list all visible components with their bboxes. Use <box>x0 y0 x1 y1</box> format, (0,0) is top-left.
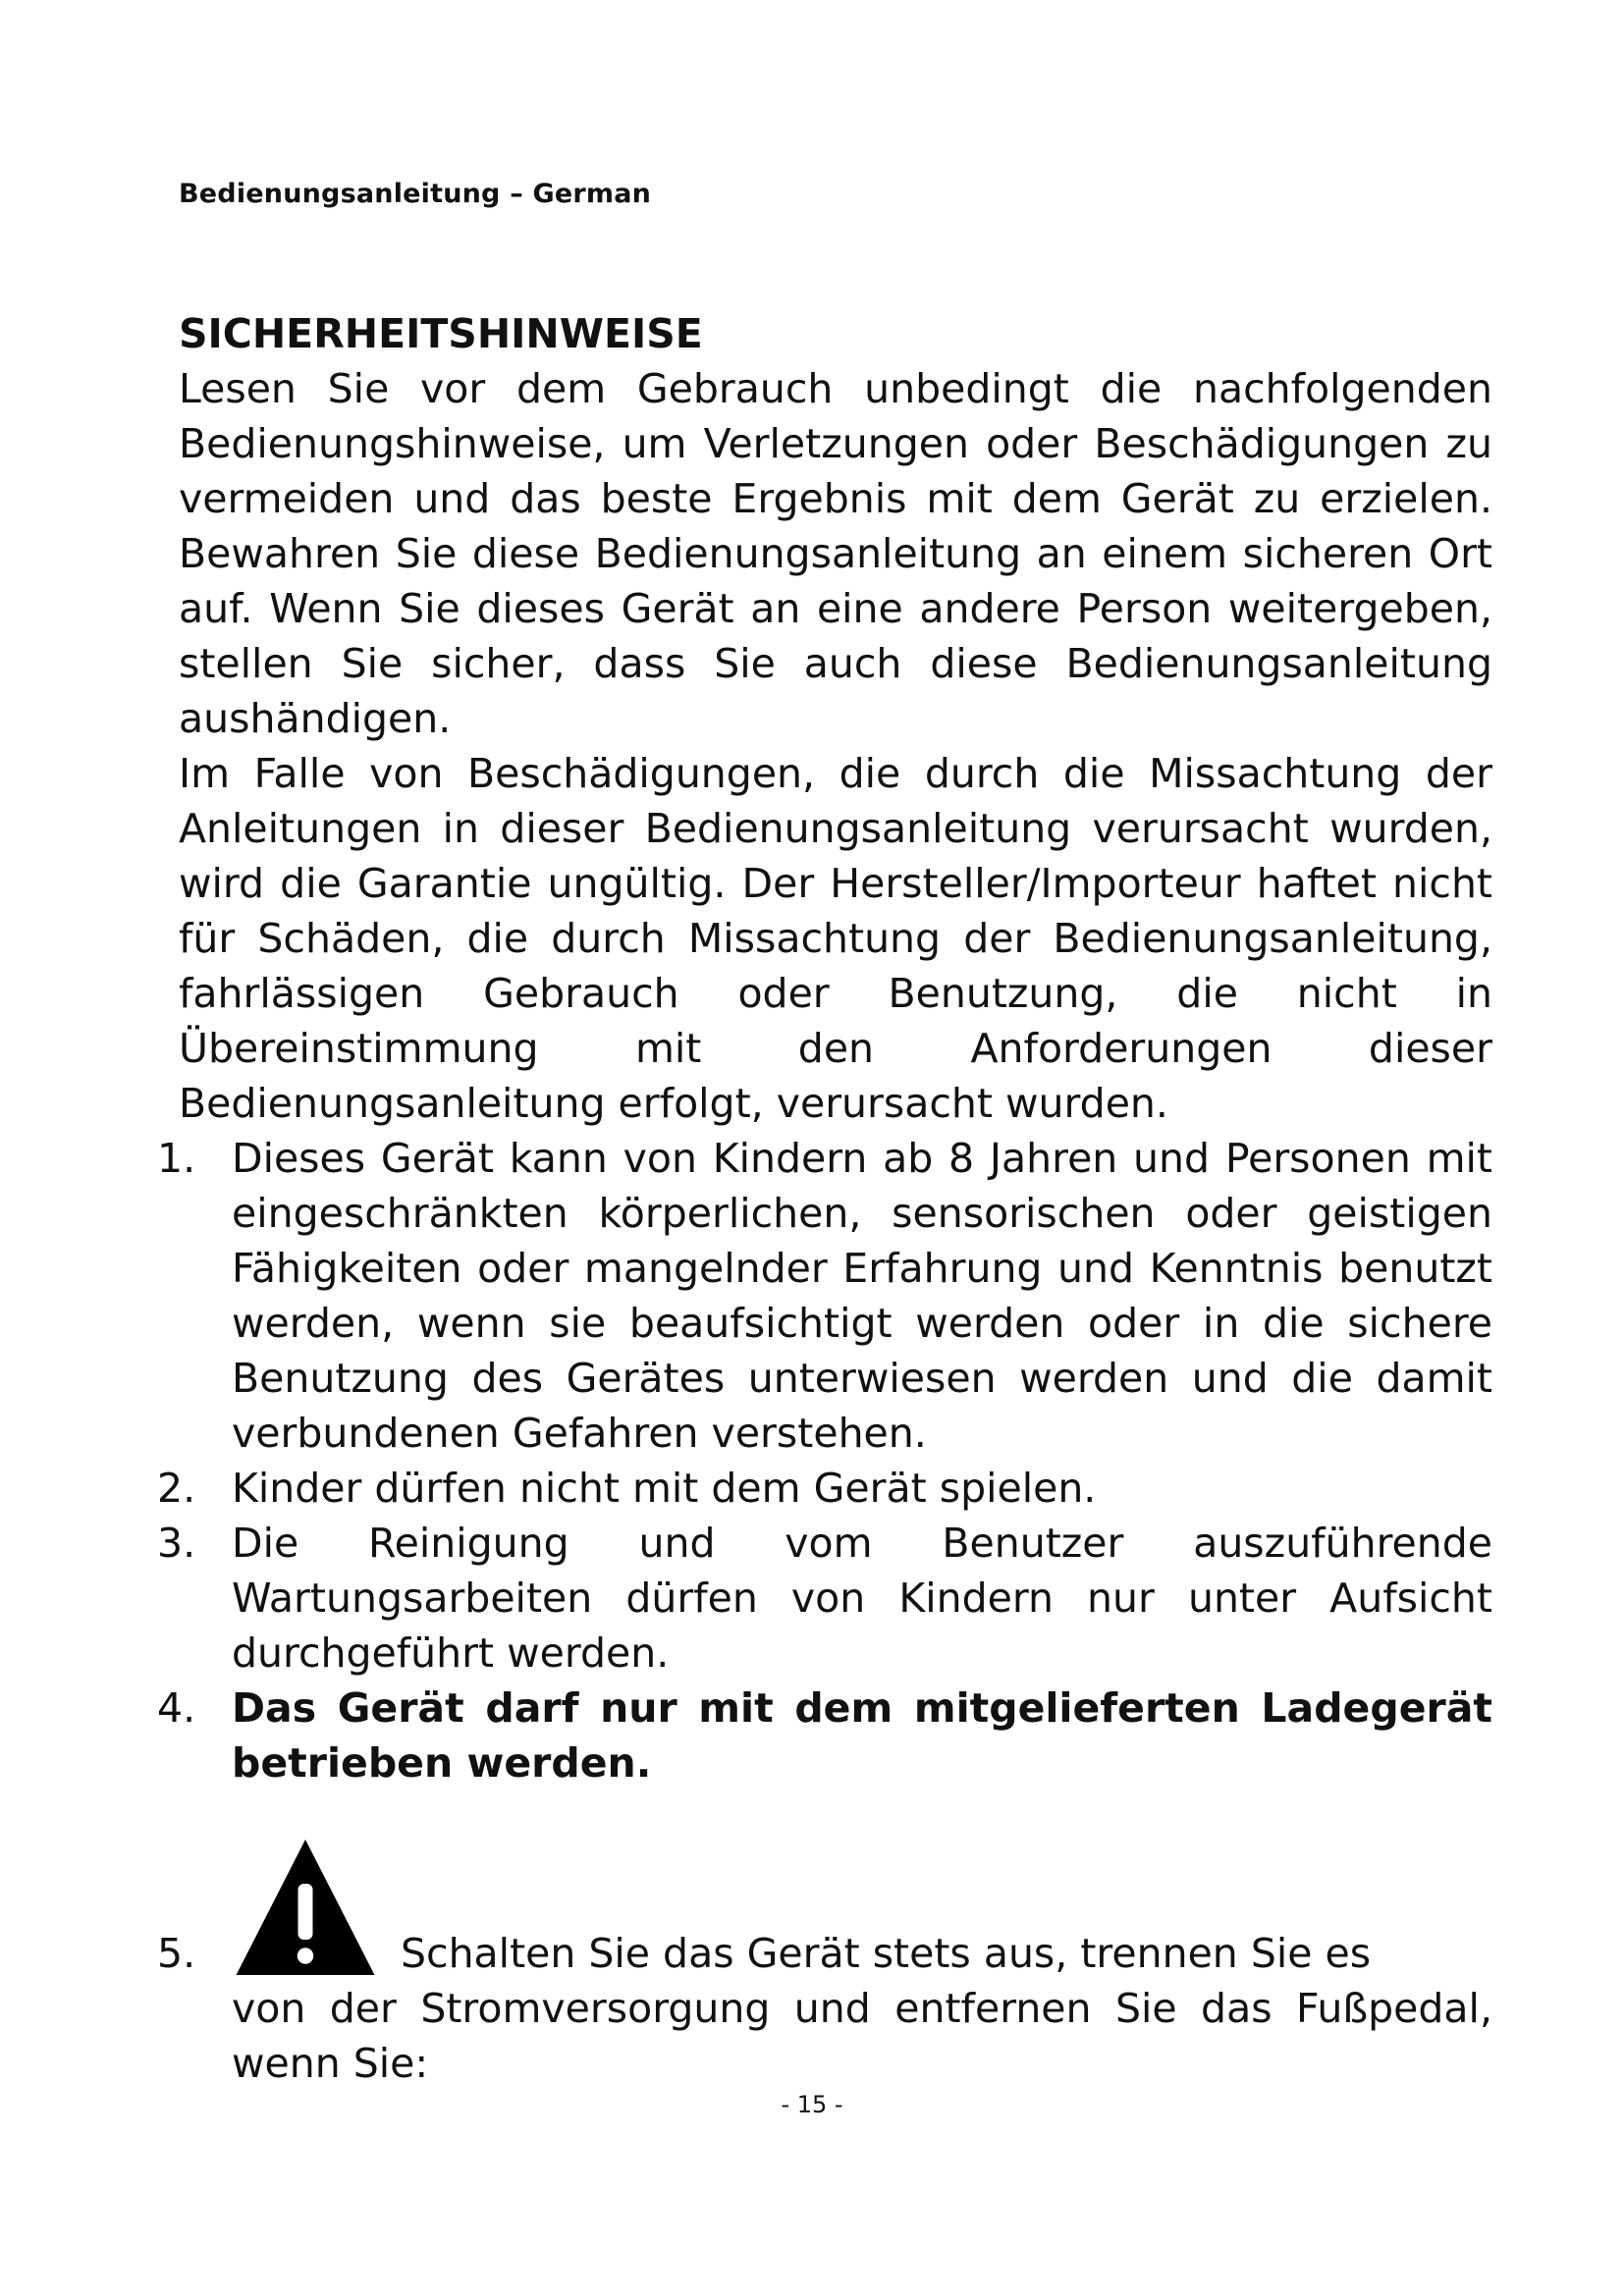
list-item-number: 4. <box>157 1684 196 1732</box>
warranty-paragraph: Im Falle von Beschädigungen, die durch die Missachtung der Anleitungen in dieser Bedienungsanleitung verursacht wurden, wird die Garantie ungültig. Der Hersteller/Importeur haftet nicht für Schäden, die durch Missachtung der Bedienungsanleitung, fahrlässigen Gebrauch oder Benutzung, die nicht in Übereinstimmung mit den Anforderungen dieser Bedienungsanleitung erfolgt, verursacht wurden. <box>179 750 1492 1127</box>
list-item-number: 5. <box>157 1930 196 1977</box>
list-item <box>157 1131 1492 1461</box>
list-item-text-first-line: Schalten Sie das Gerät stets aus, trennen Sie es <box>401 1930 1372 1977</box>
list-item-text-rest: von der Stromversorgung und entfernen Sie das Fußpedal, wenn Sie: <box>232 1985 1492 2087</box>
list-item <box>157 1461 1492 1516</box>
list-item-text: Kinder dürfen nicht mit dem Gerät spielen. <box>232 1465 1097 1512</box>
warning-triangle-icon <box>232 1834 379 1981</box>
list-item <box>157 1816 1492 2091</box>
list-item <box>157 1681 1492 1790</box>
list-item-text: Das Gerät darf nur mit dem mitgelieferten Ladegerät betrieben werden. <box>232 1684 1492 1787</box>
intro-paragraph: Lesen Sie vor dem Gebrauch unbedingt die nachfolgenden Bedienungshinweise, um Verletzungen oder Beschädigungen zu vermeiden und das beste Ergebnis mit dem Gerät zu erzielen. Bewahren Sie diese Bedienungsanleitung an einem sicheren Ort auf. Wenn Sie dieses Gerät an eine andere Person weitergeben, stellen Sie sicher, dass Sie auch diese Bedienungsanleitung aushändigen. <box>179 365 1492 742</box>
list-item-number: 1. <box>157 1135 196 1182</box>
list-item <box>157 1516 1492 1681</box>
list-item-number: 2. <box>157 1465 196 1512</box>
safety-list <box>157 1131 1492 2091</box>
list-item-text: Dieses Gerät kann von Kindern ab 8 Jahren und Personen mit eingeschränkten körperlichen, sensorischen oder geistigen Fähigkeiten oder mangelnder Erfahrung und Kenntnis benutzt werden, wenn sie beaufsichtigt werden oder in die sichere Benutzung des Gerätes unterwiesen werden und die damit verbundenen Gefahren verstehen. <box>232 1135 1492 1457</box>
section-title: SICHERHEITSHINWEISE <box>179 310 703 357</box>
header-note: Bedienungsanleitung – German <box>179 179 652 209</box>
warning-line <box>232 1816 1492 1981</box>
document-body <box>157 306 1492 2091</box>
list-item-number: 3. <box>157 1520 196 1567</box>
page-number: - 15 - <box>781 2091 843 2118</box>
list-item-text: Die Reinigung und vom Benutzer auszuführende Wartungsarbeiten dürfen von Kindern nur unter Aufsicht durchgeführt werden. <box>232 1520 1492 1677</box>
